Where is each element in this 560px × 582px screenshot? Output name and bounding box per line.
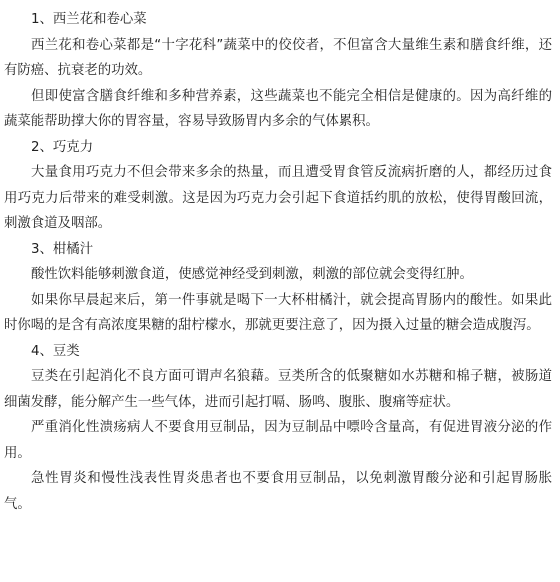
paragraph: 酸性饮料能够刺激食道，使感觉神经受到刺激，刺激的部位就会变得红肿。 (31, 267, 473, 282)
paragraph: 急性胃炎和慢性浅表性胃炎患者也不要食用豆制品，以免刺激胃酸分泌和引起胃肠胀气。 (4, 471, 552, 512)
paragraph: 严重消化性溃疡病人不要食用豆制品，因为豆制品中嘌呤含量高，有促进胃液分泌的作用。 (4, 420, 552, 461)
section-heading-broccoli-cabbage: 1、西兰花和卷心菜 (31, 12, 147, 27)
paragraph: 豆类在引起消化不良方面可谓声名狼藉。豆类所含的低聚糖如水苏糖和棉子糖，被肠道细菌发酵，能分解产生一些气体，进而引起打嗝、肠鸣、腹胀、腹痛等症状。 (4, 369, 552, 410)
section-heading-beans: 4、豆类 (31, 343, 80, 359)
paragraph: 但即使富含膳食纤维和多种营养素，这些蔬菜也不能完全相信是健康的。因为高纤维的蔬菜能帮助撑大你的胃容量，容易导致肠胃内多余的气体累积。 (4, 88, 552, 129)
section-heading-citrus-juice: 3、柑橘汁 (31, 241, 94, 257)
paragraph: 如果你早晨起来后，第一件事就是喝下一大杯柑橘汁，就会提高胃肠内的酸性。如果此时你喝的是含有高浓度果糖的甜柠檬水，那就更要注意了，因为摄入过量的糖会造成腹泻。 (4, 292, 552, 333)
paragraph: 西兰花和卷心菜都是“十字花科”蔬菜中的佼佼者，不但富含大量维生素和膳食纤维，还有防癌、抗衰老的功效。 (4, 37, 552, 78)
section-heading-chocolate: 2、巧克力 (31, 139, 94, 155)
paragraph: 大量食用巧克力不但会带来多余的热量，而且遭受胃食管反流病折磨的人，都经历过食用巧克力后带来的难受刺激。这是因为巧克力会引起下食道括约肌的放松，使得胃酸回流，刺激食道及咽部。 (4, 165, 552, 231)
